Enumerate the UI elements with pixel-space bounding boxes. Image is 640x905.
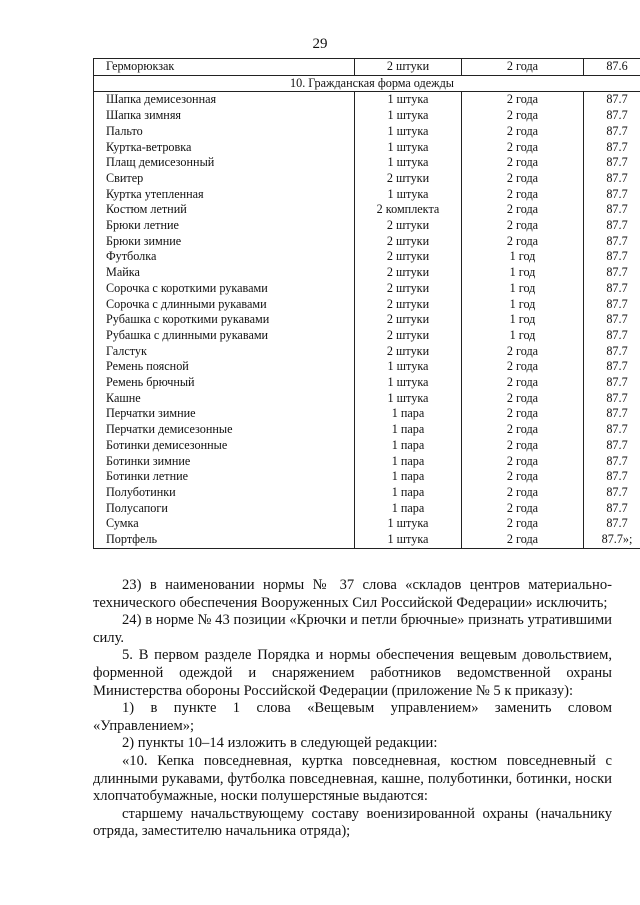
item-quantity: 2 штуки	[355, 344, 462, 360]
table-row	[94, 532, 640, 548]
item-period: 2 года	[462, 202, 584, 218]
item-period: 2 года	[462, 485, 584, 501]
item-name: Перчатки демисезонные	[94, 422, 355, 438]
table-row	[94, 406, 640, 422]
table-row	[94, 59, 640, 76]
table-row	[94, 202, 640, 218]
item-name: Куртка-ветровка	[94, 140, 355, 156]
item-period: 2 года	[462, 501, 584, 517]
item-reference: 87.7	[584, 469, 640, 485]
item-name: Шапка демисезонная	[94, 92, 355, 108]
table-row	[94, 297, 640, 313]
table-row	[94, 516, 640, 532]
item-quantity: 2 штуки	[355, 297, 462, 313]
item-name: Полусапоги	[94, 501, 355, 517]
table-row	[94, 501, 640, 517]
item-reference: 87.7	[584, 124, 640, 140]
item-name: Ремень поясной	[94, 359, 355, 375]
item-period: 2 года	[462, 422, 584, 438]
item-reference: 87.7	[584, 406, 640, 422]
item-reference: 87.7	[584, 202, 640, 218]
paragraph: 5. В первом разделе Порядка и нормы обеспечения вещевым довольствием, форменной одеждой и снаряжением работников ведомственной охраны Министерства обороны Российской Федерации (приложение № 5 к приказу):	[93, 647, 612, 699]
item-period: 1 год	[462, 297, 584, 313]
item-period: 1 год	[462, 328, 584, 344]
item-quantity: 1 пара	[355, 422, 462, 438]
item-name: Куртка утепленная	[94, 187, 355, 203]
section-title: 10. Гражданская форма одежды	[94, 75, 640, 92]
item-period: 2 года	[462, 140, 584, 156]
item-name: Пальто	[94, 124, 355, 140]
item-quantity: 2 штуки	[355, 281, 462, 297]
item-quantity: 2 штуки	[355, 312, 462, 328]
table-row	[94, 344, 640, 360]
item-quantity: 1 штука	[355, 391, 462, 407]
item-name: Сумка	[94, 516, 355, 532]
item-quantity: 1 штука	[355, 140, 462, 156]
table-row	[94, 218, 640, 234]
item-name: Ботинки зимние	[94, 454, 355, 470]
item-reference: 87.7	[584, 391, 640, 407]
section-header-row	[94, 75, 640, 92]
item-name: Футболка	[94, 249, 355, 265]
item-quantity: 1 штука	[355, 375, 462, 391]
item-period: 2 года	[462, 218, 584, 234]
item-name: Рубашка с длинными рукавами	[94, 328, 355, 344]
item-quantity: 2 штуки	[355, 328, 462, 344]
table-row	[94, 155, 640, 171]
item-reference: 87.7	[584, 140, 640, 156]
item-quantity: 1 штука	[355, 532, 462, 548]
item-quantity: 1 пара	[355, 438, 462, 454]
item-reference: 87.7	[584, 281, 640, 297]
item-quantity: 1 штука	[355, 124, 462, 140]
table-row	[94, 438, 640, 454]
table-row	[94, 422, 640, 438]
item-reference: 87.7	[584, 265, 640, 281]
item-quantity: 1 штука	[355, 187, 462, 203]
table-row	[94, 108, 640, 124]
item-period: 2 года	[462, 359, 584, 375]
item-name: Перчатки зимние	[94, 406, 355, 422]
item-period: 2 года	[462, 516, 584, 532]
item-reference: 87.7	[584, 218, 640, 234]
item-quantity: 1 штука	[355, 516, 462, 532]
item-quantity: 2 штуки	[355, 171, 462, 187]
item-quantity: 1 пара	[355, 406, 462, 422]
item-quantity: 1 пара	[355, 454, 462, 470]
item-quantity: 2 штуки	[355, 249, 462, 265]
table-row	[94, 92, 640, 108]
item-period: 2 года	[462, 108, 584, 124]
item-reference: 87.7	[584, 328, 640, 344]
item-quantity: 2 штуки	[355, 234, 462, 250]
item-reference: 87.7	[584, 422, 640, 438]
item-period: 1 год	[462, 265, 584, 281]
table-row	[94, 171, 640, 187]
item-reference: 87.7	[584, 92, 640, 108]
item-period: 2 года	[462, 124, 584, 140]
item-period: 2 года	[462, 438, 584, 454]
item-reference: 87.7»;	[584, 532, 640, 548]
item-name: Портфель	[94, 532, 355, 548]
item-quantity: 1 штука	[355, 155, 462, 171]
item-reference: 87.7	[584, 155, 640, 171]
item-quantity: 2 штуки	[355, 59, 462, 76]
item-name: Шапка зимняя	[94, 108, 355, 124]
item-quantity: 1 штука	[355, 359, 462, 375]
item-quantity: 1 пара	[355, 485, 462, 501]
item-period: 2 года	[462, 406, 584, 422]
paragraph: 1) в пункте 1 слова «Вещевым управлением» заменить словом «Управлением»;	[93, 700, 612, 734]
item-period: 2 года	[462, 59, 584, 76]
item-period: 2 года	[462, 92, 584, 108]
item-reference: 87.6	[584, 59, 640, 76]
item-reference: 87.7	[584, 249, 640, 265]
item-reference: 87.7	[584, 171, 640, 187]
item-name: Рубашка с короткими рукавами	[94, 312, 355, 328]
item-period: 1 год	[462, 312, 584, 328]
item-quantity: 1 пара	[355, 501, 462, 517]
body-text	[93, 577, 612, 841]
item-reference: 87.7	[584, 187, 640, 203]
item-reference: 87.7	[584, 501, 640, 517]
item-period: 2 года	[462, 454, 584, 470]
paragraph: 24) в норме № 43 позиции «Крючки и петли брючные» признать утратившими силу.	[93, 612, 612, 646]
item-period: 2 года	[462, 469, 584, 485]
paragraph: 2) пункты 10–14 изложить в следующей редакции:	[122, 735, 438, 752]
table-row	[94, 312, 640, 328]
item-quantity: 1 пара	[355, 469, 462, 485]
item-reference: 87.7	[584, 438, 640, 454]
item-reference: 87.7	[584, 344, 640, 360]
item-quantity: 2 штуки	[355, 218, 462, 234]
item-name: Сорочка с короткими рукавами	[94, 281, 355, 297]
item-period: 2 года	[462, 155, 584, 171]
table-row	[94, 391, 640, 407]
table-row	[94, 469, 640, 485]
item-reference: 87.7	[584, 297, 640, 313]
item-period: 2 года	[462, 234, 584, 250]
item-quantity: 2 комплекта	[355, 202, 462, 218]
table-row	[94, 485, 640, 501]
item-period: 2 года	[462, 375, 584, 391]
item-period: 2 года	[462, 344, 584, 360]
item-name: Ремень брючный	[94, 375, 355, 391]
item-name: Кашне	[94, 391, 355, 407]
table-row	[94, 328, 640, 344]
item-period: 2 года	[462, 187, 584, 203]
item-name: Галстук	[94, 344, 355, 360]
table-row	[94, 187, 640, 203]
item-name: Майка	[94, 265, 355, 281]
table-row	[94, 375, 640, 391]
table-row	[94, 249, 640, 265]
table-row	[94, 124, 640, 140]
item-period: 1 год	[462, 249, 584, 265]
item-name: Брюки летние	[94, 218, 355, 234]
item-period: 2 года	[462, 532, 584, 548]
item-reference: 87.7	[584, 359, 640, 375]
item-quantity: 1 штука	[355, 108, 462, 124]
table-row	[94, 140, 640, 156]
item-period: 1 год	[462, 281, 584, 297]
item-reference: 87.7	[584, 516, 640, 532]
item-reference: 87.7	[584, 454, 640, 470]
item-reference: 87.7	[584, 375, 640, 391]
norms-table	[93, 58, 640, 549]
item-name: Плащ демисезонный	[94, 155, 355, 171]
table-row	[94, 281, 640, 297]
item-name: Полуботинки	[94, 485, 355, 501]
page-number: 29	[312, 36, 328, 52]
item-name: Ботинки летние	[94, 469, 355, 485]
item-name: Костюм летний	[94, 202, 355, 218]
paragraph: «10. Кепка повседневная, куртка повседневная, костюм повседневный с длинными рукавами, футболка повседневная, кашне, полуботинки, ботинки, носки хлопчатобумажные, носки полушерстяные выдаются:	[93, 752, 612, 805]
item-reference: 87.7	[584, 234, 640, 250]
item-name: Ботинки демисезонные	[94, 438, 355, 454]
item-period: 2 года	[462, 391, 584, 407]
table-row	[94, 234, 640, 250]
item-name: Сорочка с длинными рукавами	[94, 297, 355, 313]
item-quantity: 1 штука	[355, 92, 462, 108]
item-reference: 87.7	[584, 312, 640, 328]
item-name: Герморюкзак	[94, 59, 355, 76]
item-name: Свитер	[94, 171, 355, 187]
item-period: 2 года	[462, 171, 584, 187]
paragraph: старшему начальствующему составу военизированной охраны (начальнику отряда, заместителю начальника отряда);	[93, 805, 612, 840]
table-row	[94, 265, 640, 281]
table-row	[94, 454, 640, 470]
table-row	[94, 359, 640, 375]
item-reference: 87.7	[584, 108, 640, 124]
item-quantity: 2 штуки	[355, 265, 462, 281]
item-reference: 87.7	[584, 485, 640, 501]
item-name: Брюки зимние	[94, 234, 355, 250]
paragraph: 23) в наименовании нормы № 37 слова «складов центров материально-технического обеспечения Вооруженных Сил Российской Федерации» исключить;	[93, 577, 612, 611]
